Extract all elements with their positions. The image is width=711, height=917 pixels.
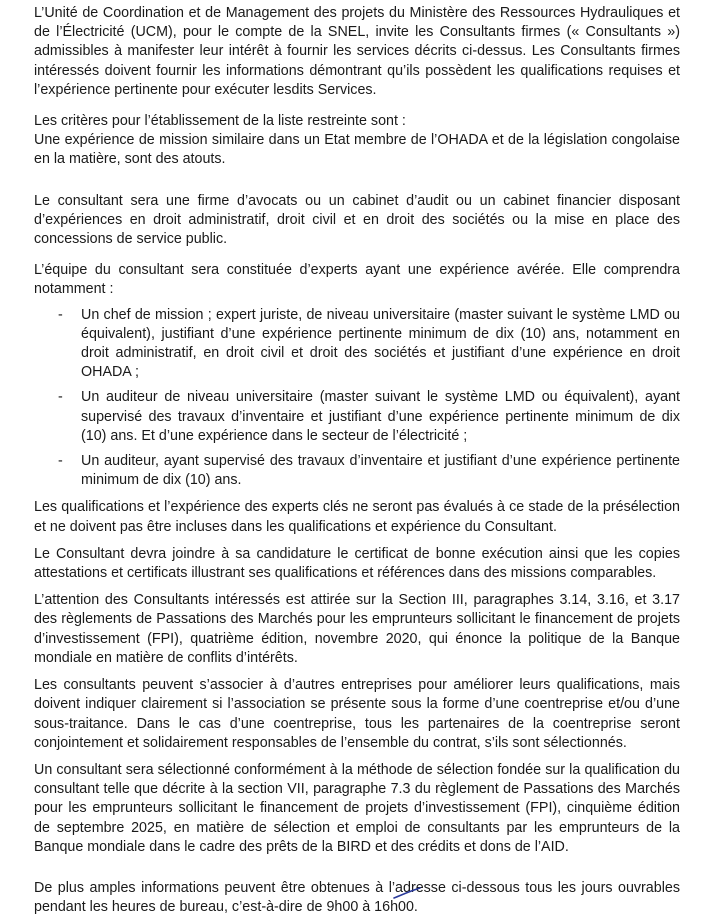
bullet-marker: -	[58, 306, 63, 323]
paragraph-conflicts: L’attention des Consultants intéressés est attirée sur la Section III, paragraphes 3.14, 3.16, et 3.17 des règlements de Passations des Marchés pour les emprunteurs sollicitant le financement de projets d’investissement (FPI), quatrième édition, novembre 2020, qui énonce la politique de la Banque mondiale en matière de conflits d’intérêts.	[34, 592, 680, 666]
paragraph-criteria: Une expérience de mission similaire dans un Etat membre de l’OHADA et de la législation congolaise en la matière, sont des atouts.	[34, 132, 680, 168]
paragraph-information: De plus amples informations peuvent être obtenues à l’adresse ci-dessous tous les jours ouvrables pendant les heures de bureau, c’est-à-dire de 9h00 à 16h00.	[34, 879, 680, 916]
paragraph-criteria-heading: Les critères pour l’établissement de la liste restreinte sont :	[34, 113, 406, 130]
paragraph-consultant-type: Le consultant sera une firme d’avocats ou un cabinet d’audit ou un cabinet financier disposant d’expériences en droit administratif, droit civil et en droit des sociétés ou la mise en place des concessions de service public.	[34, 192, 680, 248]
paragraph-team: L’équipe du consultant sera constituée d’experts ayant une expérience avérée. Elle comprendra notamment :	[34, 262, 680, 298]
list-item-text: Un auditeur, ayant supervisé des travaux d’inventaire et justifiant d’une expérience pertinente minimum de dix (10) ans.	[81, 453, 680, 489]
paragraph-certificates: Le Consultant devra joindre à sa candidature le certificat de bonne exécution ainsi que les copies attestations et certificats illustrant ses qualifications et références dans des missions comparables.	[34, 545, 680, 582]
bullet-marker: -	[58, 453, 63, 470]
paragraph-association: Les consultants peuvent s’associer à d’autres entreprises pour améliorer leurs qualifications, mais doivent indiquer clairement si l’association se présente sous la forme d’une coentreprise et/ou d’une sous-traitance. Dans le cas d’une coentreprise, tous les partenaires de la coentreprise seront conjointement et solidairement responsables de l’ensemble du contrat, s’ils sont sélectionnés.	[34, 677, 680, 751]
signature-mark	[392, 886, 422, 900]
paragraph-qualifications: Les qualifications et l’expérience des experts clés ne seront pas évalués à ce stade de la présélection et ne doivent pas être incluses dans les qualifications et expérience du Consultant.	[34, 499, 680, 535]
list-item-text: Un chef de mission ; expert juriste, de niveau universitaire (master suivant le système LMD ou équivalent), justifiant d’une expérience pertinente minimum de dix (10) ans, notamment en droit administratif, en droit civil et droit des sociétés et justifiant d’une expérience en droit OHADA ;	[81, 306, 680, 381]
list-item-text: Un auditeur de niveau universitaire (master suivant le système LMD ou équivalent), ayant supervisé des travaux d’inventaire et justifiant d’une expérience pertinente minimum de dix (10) ans. Et d’une expérience dans le secteur de l’électricité ;	[81, 389, 680, 444]
experts-list	[34, 306, 680, 491]
list-item	[34, 306, 680, 383]
list-item	[34, 388, 680, 446]
document-body	[34, 4, 680, 917]
list-item	[34, 452, 680, 490]
bullet-marker: -	[58, 389, 63, 406]
paragraph-invitation: L’Unité de Coordination et de Management des projets du Ministère des Ressources Hydrauliques et de l’Électricité (UCM), pour le compte de la SNEL, invite les Consultants firmes (« Consultants ») admissibles à manifester leur intérêt à fournir les services décrits ci-dessus. Les Consultants firmes intéressés doivent fournir les informations démontrant qu’ils possèdent les qualifications requises et l’expérience pertinente pour exécuter lesdits Services.	[34, 5, 680, 98]
paragraph-selection-method: Un consultant sera sélectionné conformément à la méthode de sélection fondée sur la qualification du consultant telle que décrite à la section VII, paragraphe 7.3 du règlement de Passations des Marchés pour les emprunteurs sollicitant le financement de projets d’investissement (FPI), cinquième édition de septembre 2025, en matière de sélection et emploi de consultants par les emprunteurs de la Banque mondiale dans le cadre des prêts de la BIRD et des crédits et dons de l’AID.	[34, 761, 680, 855]
